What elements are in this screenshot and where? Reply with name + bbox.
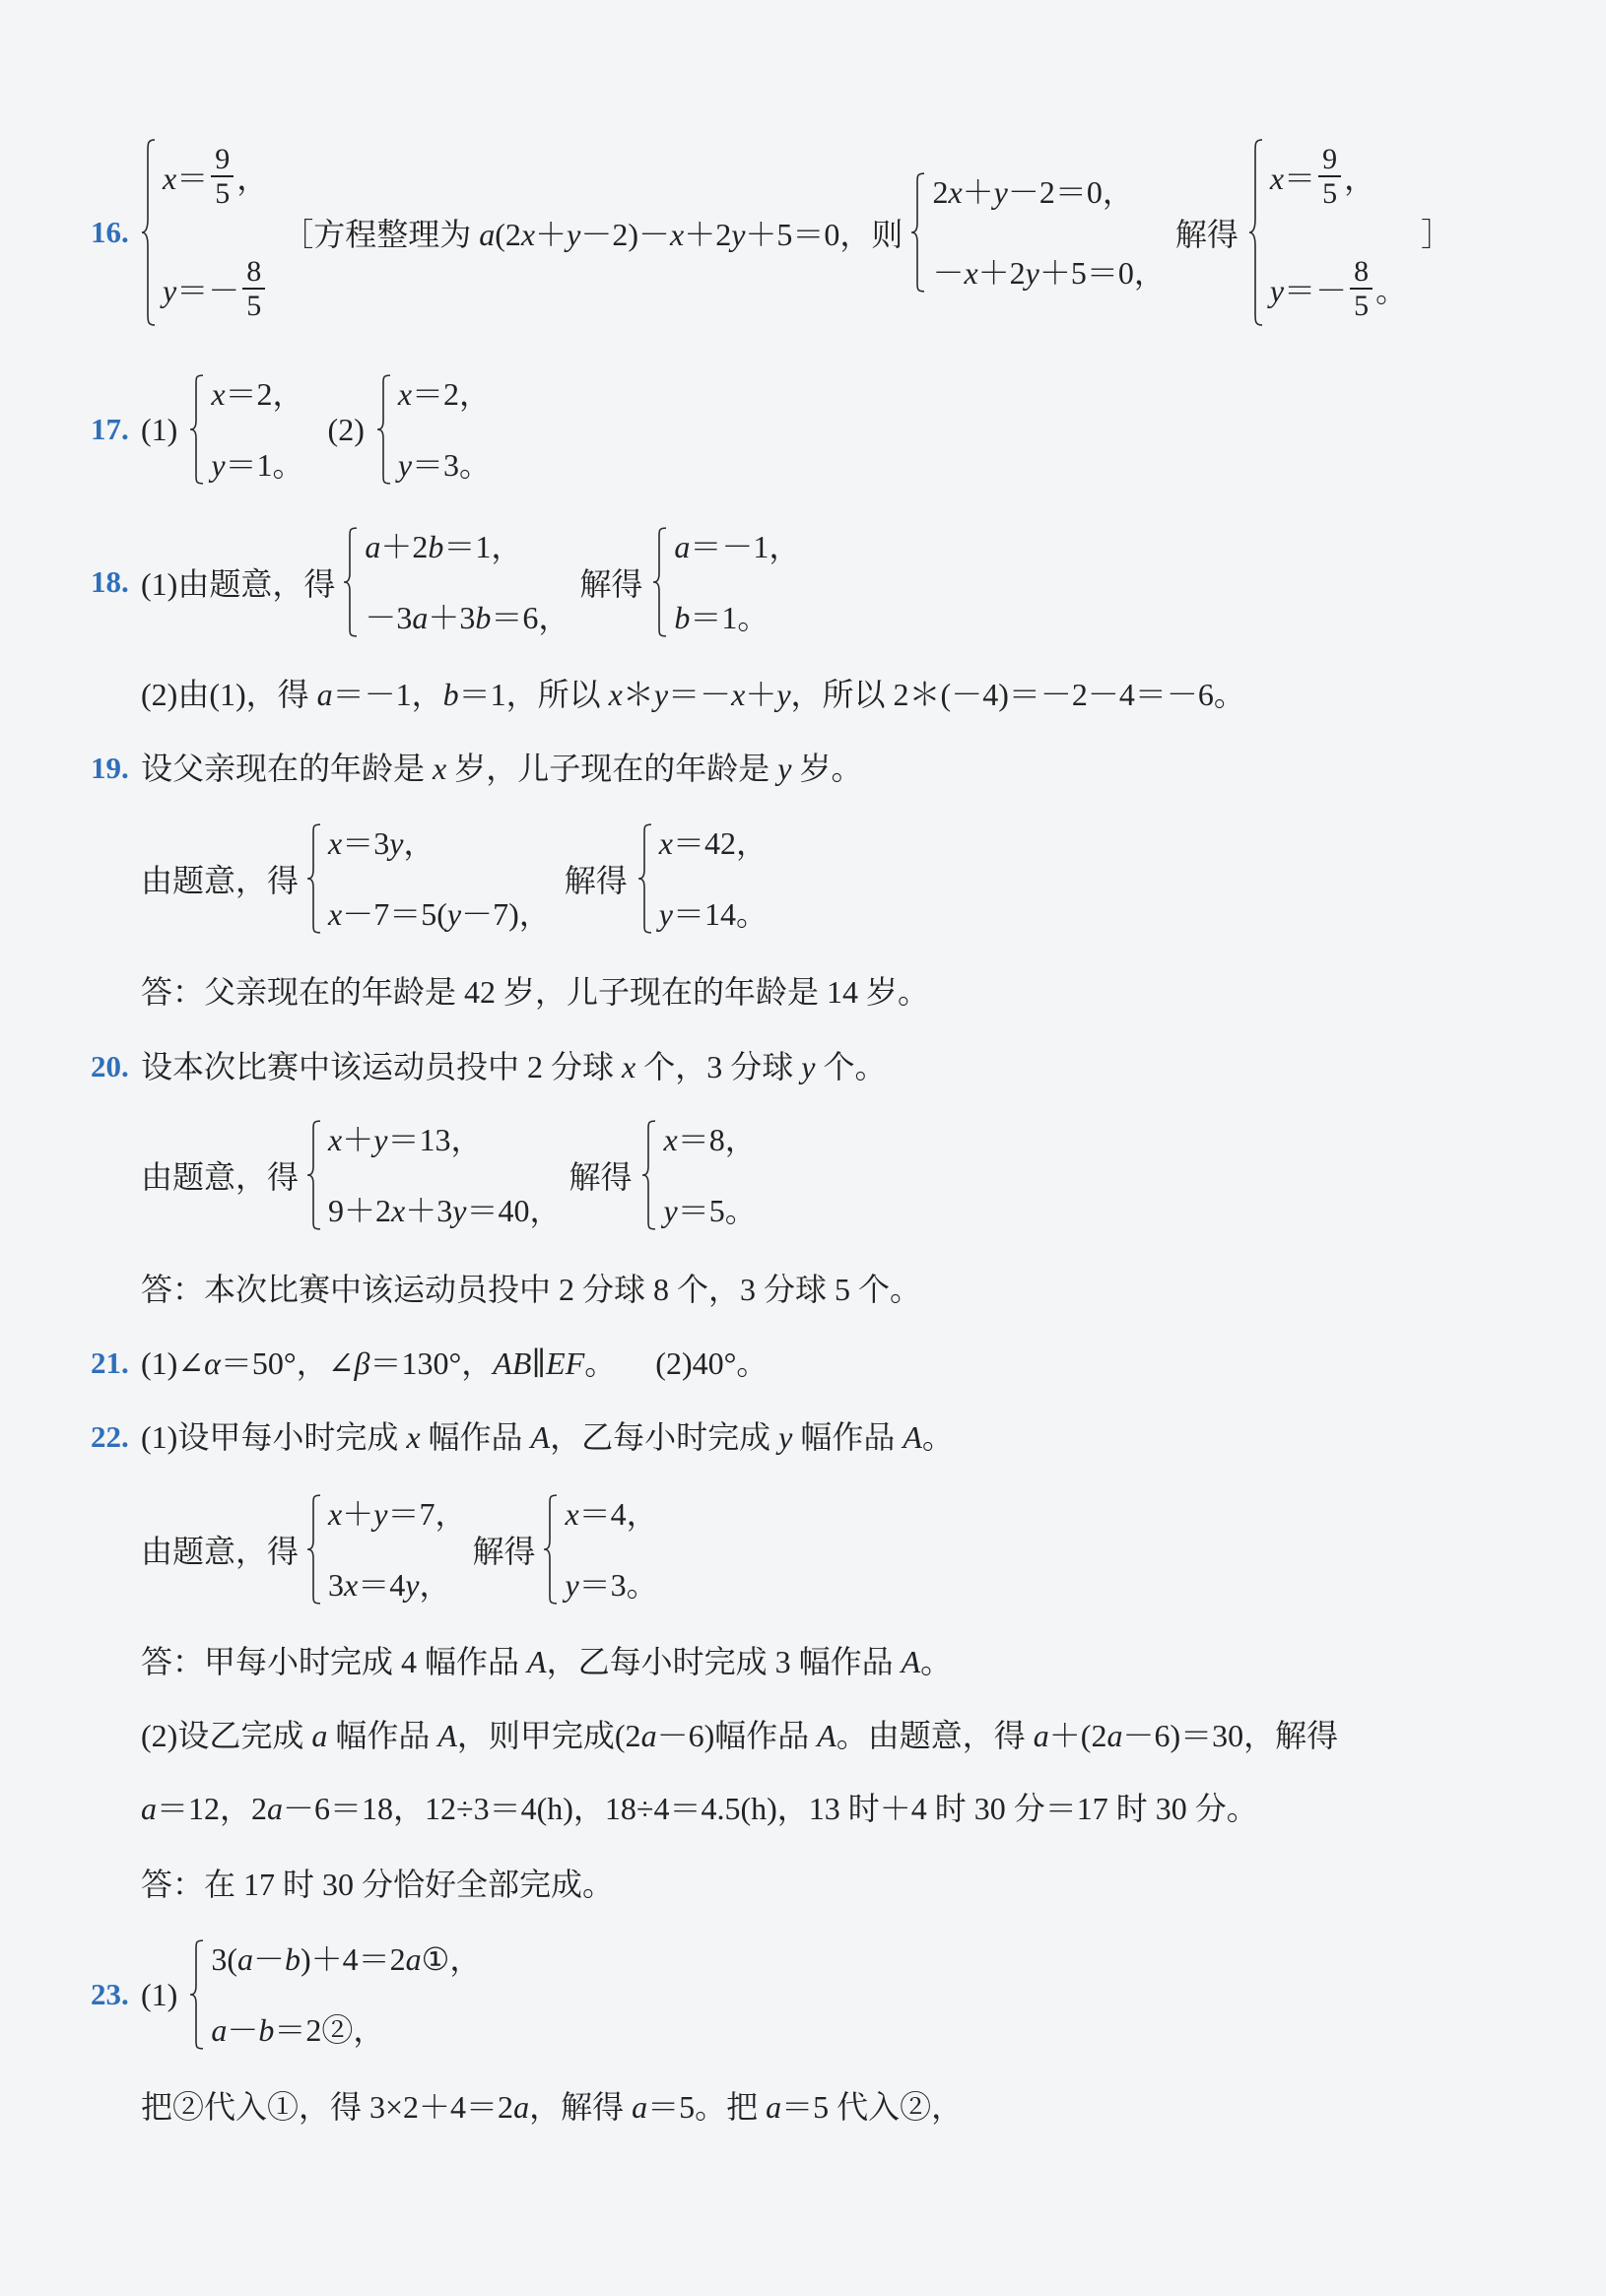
system-line: x＋y＝7，: [328, 1496, 467, 1532]
paragraph-text: (2)由(1)，得 a＝－1，b＝1，所以 x＊y＝－x＋y，所以 2＊(－4)＝－2－4＝－6。: [141, 677, 1245, 712]
item-number: 23.: [91, 1977, 129, 2011]
part2-text: (2)40°。: [655, 1345, 769, 1381]
q18-row: [0, 527, 1606, 637]
system-brace: [306, 823, 322, 934]
equation-tail: 。: [1375, 273, 1408, 308]
fraction-denominator: 5: [1322, 177, 1338, 210]
system-line: 3(a－b)＋4＝2a①，: [211, 1941, 482, 1977]
system-line: y＝14。: [658, 896, 768, 932]
item-number: 17.: [91, 412, 129, 446]
system-brace: [652, 527, 668, 637]
part1-text: (1)∠α＝50°，∠β＝130°，AB∥EF。: [141, 1345, 617, 1381]
q22-row: [0, 1417, 1606, 1457]
paragraph-text: 设父亲现在的年龄是 x 岁，儿子现在的年龄是 y 岁。: [141, 751, 863, 786]
q22-answer1: [0, 1642, 1606, 1681]
fraction-numerator: 8: [1354, 255, 1370, 288]
q16-note-open: ［方程整理为 a(2x＋y－2)－x＋2y＋5＝0，则: [282, 217, 903, 252]
fraction-numerator: 9: [215, 143, 231, 175]
system-line: x＝2，: [211, 376, 304, 412]
q23-equation-system: [189, 1939, 481, 2050]
equation-tail: ，: [1344, 161, 1376, 196]
system-line: x＝8，: [663, 1122, 757, 1157]
intro-text: (1)由题意，得: [141, 566, 336, 602]
answer-text: 答：甲每小时完成 4 幅作品 A，乙每小时完成 3 幅作品 A。: [141, 1644, 953, 1679]
item-number: 22.: [91, 1419, 129, 1454]
q20-equation-system: [306, 1120, 561, 1230]
q20-result-system: [641, 1120, 756, 1230]
system-line: x＝42，: [658, 825, 768, 861]
system-brace: [641, 1120, 657, 1230]
q16-row: [0, 138, 1606, 327]
fraction: [211, 143, 234, 210]
equation-lhs: y＝－: [1269, 273, 1348, 308]
q19-answer: [0, 972, 1606, 1012]
q21-row: [0, 1344, 1606, 1383]
paragraph-text: 设本次比赛中该运动员投中 2 分球 x 个，3 分球 y 个。: [141, 1049, 887, 1084]
system-line: a＝－1，: [674, 529, 801, 564]
q23-step: [0, 2087, 1606, 2127]
q20-row: [0, 1047, 1606, 1086]
system-line: －x＋2y＋5＝0，: [932, 255, 1166, 291]
fraction: [1318, 143, 1341, 210]
system-line: [1270, 254, 1407, 323]
system-line: [163, 254, 268, 323]
q19-systems: [0, 823, 1606, 934]
part-label: (1): [141, 1976, 178, 2012]
paragraph-text: (2)设乙完成 a 幅作品 A，则甲完成(2a－6)幅作品 A。由题意，得 a＋(2a－6)＝30，解得: [141, 1718, 1339, 1753]
system-line: y＝5。: [663, 1193, 757, 1228]
q17-row: [0, 374, 1606, 485]
fraction-numerator: 9: [1322, 143, 1338, 175]
fraction-numerator: 8: [246, 255, 262, 288]
q16-note-close: ］: [1421, 217, 1453, 252]
q19-row: [0, 749, 1606, 788]
item-number: 18.: [91, 564, 129, 599]
answer-text: 答：在 17 时 30 分恰好全部完成。: [141, 1867, 615, 1902]
system-line: y＝3。: [565, 1567, 658, 1603]
q22-part2-line2: [0, 1789, 1606, 1828]
q18-result-system: [652, 527, 800, 637]
equation-lhs: y＝－: [163, 273, 240, 308]
q18-equation-system: [343, 527, 569, 637]
q16-result-system: [1248, 138, 1407, 327]
equation-tail: ，: [236, 161, 269, 196]
system-brace: [1248, 138, 1264, 327]
solve-label: 解得: [564, 863, 628, 898]
q22-answer2: [0, 1865, 1606, 1904]
q20-answer: [0, 1270, 1606, 1309]
system-brace: [543, 1494, 559, 1605]
part-label: (1): [141, 411, 178, 447]
system-line: a－b＝2②，: [211, 2012, 385, 2048]
q19-equation-system: [306, 823, 551, 934]
system-brace: [910, 172, 926, 293]
q16-answer-system: [141, 138, 268, 327]
item-number: 20.: [91, 1049, 129, 1083]
solve-label: 解得: [569, 1159, 633, 1195]
system-line: 3x＝4y，: [328, 1567, 451, 1603]
system-line: x＝4，: [565, 1496, 658, 1532]
system-brace: [141, 138, 157, 327]
system-line: [163, 142, 268, 211]
q22-equation-system: [306, 1494, 466, 1605]
intro-text: 由题意，得: [141, 1534, 300, 1569]
system-brace: [376, 374, 392, 485]
item-number: 19.: [91, 751, 129, 785]
fraction-denominator: 5: [246, 290, 262, 322]
q17-part1-system: [189, 374, 303, 485]
system-line: y＝3。: [397, 447, 492, 483]
part-label: (2): [327, 411, 365, 447]
system-line: b＝1。: [674, 600, 770, 635]
system-brace: [189, 1939, 205, 2050]
paragraph-text: (1)设甲每小时完成 x 幅作品 A，乙每小时完成 y 幅作品 A。: [141, 1419, 954, 1455]
system-line: x＝2，: [397, 376, 492, 412]
system-brace: [343, 527, 359, 637]
system-brace: [189, 374, 205, 485]
system-brace: [306, 1120, 322, 1230]
fraction-denominator: 5: [1354, 290, 1370, 322]
system-brace: [306, 1494, 322, 1605]
system-brace: [637, 823, 653, 934]
intro-text: 由题意，得: [141, 863, 300, 898]
system-line: [1270, 142, 1407, 211]
answer-text: 答：父亲现在的年龄是 42 岁，儿子现在的年龄是 14 岁。: [141, 974, 930, 1010]
solve-label: 解得: [472, 1534, 536, 1569]
solve-label: 解得: [579, 566, 643, 602]
q22-part2-line1: [0, 1716, 1606, 1755]
fraction: [242, 255, 265, 322]
item-number: 16.: [91, 215, 129, 249]
answer-text: 答：本次比赛中该运动员投中 2 分球 8 个，3 分球 5 个。: [141, 1272, 922, 1307]
q17-part2-system: [376, 374, 491, 485]
system-line: －3a＋3b＝6，: [365, 600, 570, 635]
intro-text: 由题意，得: [141, 1159, 300, 1195]
item-number: 21.: [91, 1345, 129, 1380]
system-line: x＋y＝13，: [328, 1122, 483, 1157]
q16-equation-system: [910, 172, 1165, 293]
equation-lhs: x＝: [1269, 161, 1316, 196]
q19-result-system: [637, 823, 768, 934]
fraction-denominator: 5: [215, 177, 231, 210]
equation-lhs: x＝: [163, 161, 209, 196]
q20-systems: [0, 1120, 1606, 1230]
q22-result-system: [543, 1494, 657, 1605]
paragraph-text: 把②代入①，得 3×2＋4＝2a，解得 a＝5。把 a＝5 代入②，: [141, 2089, 964, 2125]
system-line: x－7＝5(y－7)，: [328, 896, 551, 932]
solve-label: 解得: [1174, 217, 1238, 252]
q22-systems: [0, 1494, 1606, 1605]
fraction: [1350, 255, 1372, 322]
system-line: x＝3y，: [328, 825, 435, 861]
q18-part2: [0, 675, 1606, 714]
system-line: 2x＋y－2＝0，: [932, 174, 1134, 210]
system-line: a＋2b＝1，: [365, 529, 523, 564]
paragraph-text: a＝12，2a－6＝18，12÷3＝4(h)，18÷4＝4.5(h)，13 时＋4 时 30 分＝17 时 30 分。: [141, 1791, 1258, 1826]
system-line: 9＋2x＋3y＝40，: [328, 1193, 562, 1228]
q23-row: [0, 1939, 1606, 2050]
system-line: y＝1。: [211, 447, 304, 483]
